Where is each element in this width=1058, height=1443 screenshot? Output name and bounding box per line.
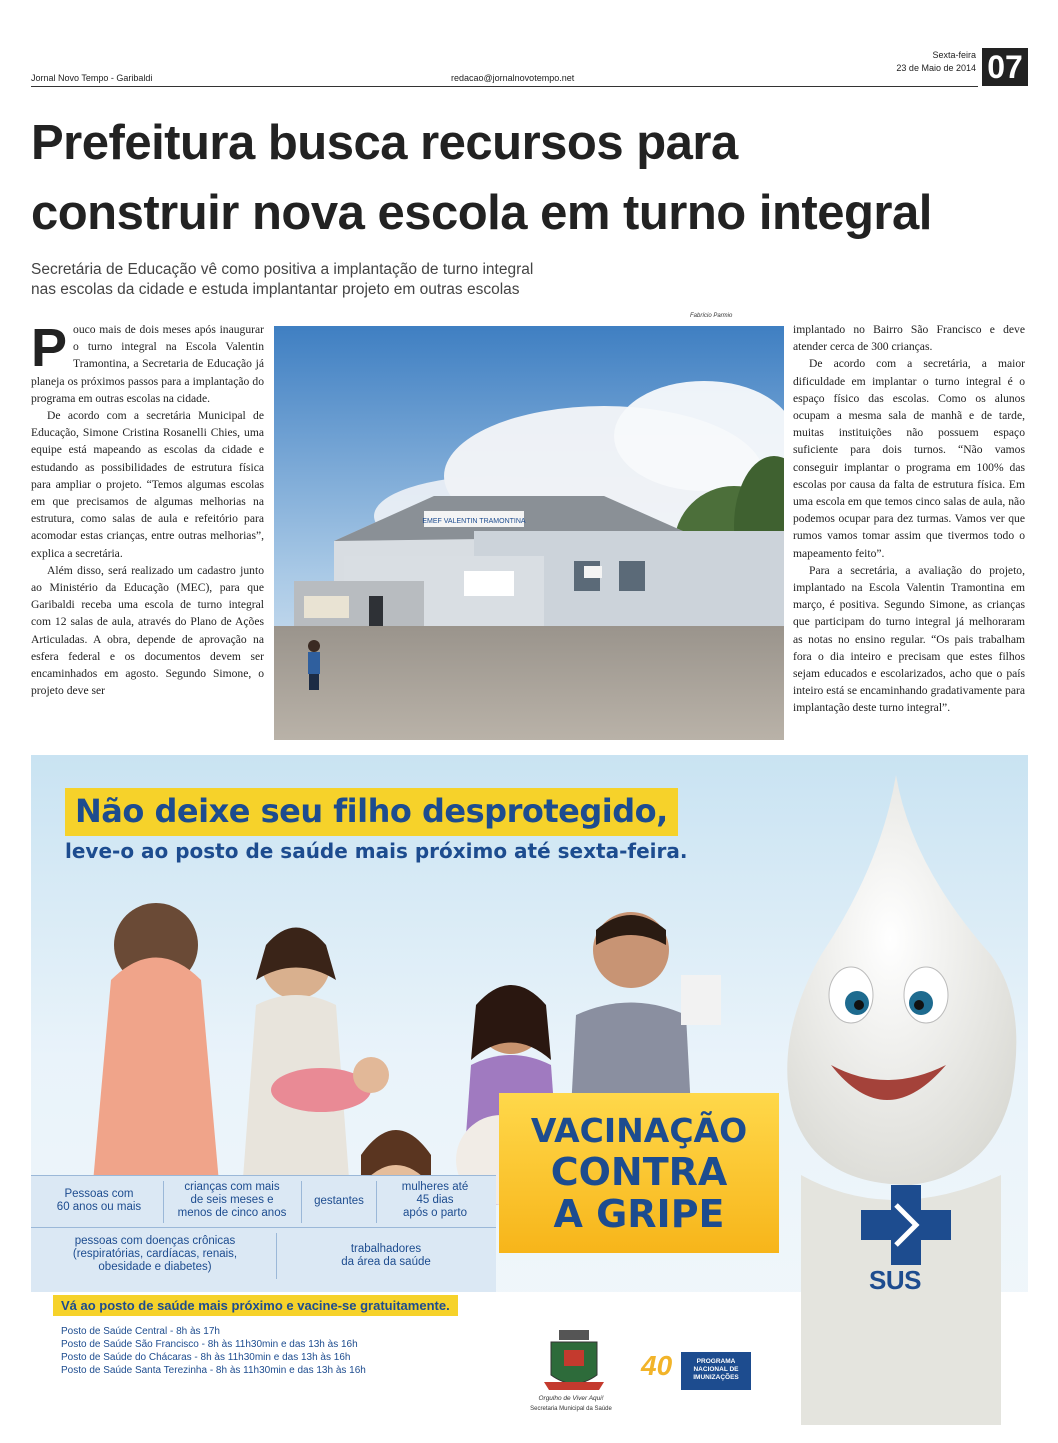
health-post-item: Posto de Saúde Central - 8h às 17h xyxy=(61,1326,220,1337)
group-chronic xyxy=(39,1235,271,1274)
health-post-item: Posto de Saúde do Chácaras - 8h às 11h30min e das 13h às 16h xyxy=(61,1352,351,1363)
header-rule xyxy=(31,86,978,87)
pni-label-line: NACIONAL DE xyxy=(693,1366,739,1373)
ad-subheadline: leve-o ao posto de saúde mais próximo até sexta-feira. xyxy=(65,839,688,863)
date-block xyxy=(896,50,976,75)
divider xyxy=(301,1181,302,1223)
pni-label xyxy=(681,1352,751,1390)
pni-label-line: PROGRAMA xyxy=(696,1358,736,1365)
group-elderly xyxy=(39,1188,159,1214)
page-header xyxy=(31,46,1028,90)
group-text: trabalhadores xyxy=(350,1243,422,1255)
ze-gotinha-mascot-icon xyxy=(761,755,1028,1425)
sus-label: SUS xyxy=(869,1265,921,1295)
group-text: após o parto xyxy=(403,1207,467,1219)
photo-sign: EMEF VALENTIN TRAMONTINA xyxy=(422,518,526,525)
group-text: da área da saúde xyxy=(341,1256,431,1268)
ad-call-to-action: Vá ao posto de saúde mais próximo e vacine-se gratuitamente. xyxy=(53,1295,458,1316)
gov-department: Secretaria Municipal da Saúde xyxy=(530,1406,612,1412)
article-column-right xyxy=(793,321,1025,717)
paragraph: Para a secretária, a avaliação do projeto, implantado na Escola Valentin Tramontina em março, é positiva. Segundo Simone, as crianças que participam do turno integral já melhoraram as notas no ensino regular. “Os pais trabalham fora o dia inteiro e precisam que estes filhos sejam educados e escolarizados, acho que o país inteiro está se encaminhando gradativamente para implantação deste turno integral”. xyxy=(793,563,1025,715)
health-post-item: Posto de Saúde Santa Terezinha - 8h às 11h30min e das 13h às 16h xyxy=(61,1365,366,1376)
paragraph: De acordo com a secretária, a maior dificuldade em implantar o turno integral é o espaço físico das escolas. Como os alunos ocupam a mesma sala de manhã e de tarde, muitas instituições não possuem espaço suficiente para dois turnos. “Não vamos conseguir implantar o programa em 100% das escolas por causa da falta de estrutura física. Em uma escola em que temos cinco salas de aula, não podemos ocupar para dez turmas. Vamos ver que rumos vamos tomar assim que tivermos todo o mapeamento feito”. xyxy=(793,357,1025,560)
group-text: gestantes xyxy=(314,1195,364,1207)
group-text: menos de cinco anos xyxy=(177,1207,287,1219)
subtitle-line-2: nas escolas da cidade e estuda implantantar projeto em outras escolas xyxy=(31,281,520,298)
article-column-left xyxy=(31,318,264,699)
group-text: 45 dias xyxy=(416,1194,454,1206)
photo-credit: Fabrício Parmio xyxy=(690,313,733,319)
divider xyxy=(163,1181,164,1223)
health-posts-list xyxy=(61,1325,366,1377)
paragraph: implantado no Bairro São Francisco e deve atender cerca de 300 crianças. xyxy=(793,323,1025,354)
campaign-title-line-3: A GRIPE xyxy=(553,1192,725,1236)
pni-label-line: IMUNIZAÇÕES xyxy=(693,1374,739,1381)
headline-line-2: construir nova escola em turno integral xyxy=(31,186,932,240)
group-postpartum xyxy=(379,1181,491,1220)
date: 23 de Maio de 2014 xyxy=(896,63,976,73)
group-text: obesidade e diabetes) xyxy=(98,1261,212,1273)
divider xyxy=(31,1175,496,1176)
group-text: mulheres até xyxy=(401,1181,469,1193)
campaign-title-line-2: CONTRA xyxy=(550,1150,728,1194)
group-text: pessoas com doenças crônicas xyxy=(74,1235,236,1247)
pni-years: 40 xyxy=(641,1350,673,1381)
health-post-item: Posto de Saúde São Francisco - 8h às 11h30min e das 13h às 16h xyxy=(61,1339,358,1350)
vaccination-campaign-box xyxy=(499,1093,779,1253)
group-text: de seis meses e xyxy=(190,1194,274,1206)
headline-line-1: Prefeitura busca recursos para xyxy=(31,116,738,170)
pni-logo xyxy=(641,1350,771,1395)
subtitle xyxy=(31,260,631,300)
weekday: Sexta-feira xyxy=(932,50,976,60)
ad-headline: Não deixe seu filho desprotegido, xyxy=(65,788,678,836)
divider xyxy=(276,1233,277,1279)
group-text: 60 anos ou mais xyxy=(56,1201,142,1213)
subtitle-line-1: Secretária de Educação vê como positiva a implantação de turno integral xyxy=(31,261,534,278)
school-photo-illustration xyxy=(274,326,784,740)
group-children xyxy=(167,1181,297,1220)
group-pregnant xyxy=(303,1195,375,1208)
vaccination-ad xyxy=(31,755,1028,1425)
page-number: 07 xyxy=(982,48,1028,86)
gov-slogan: Orgulho de Viver Aqui! xyxy=(538,1395,604,1402)
school-photo xyxy=(274,326,784,740)
paper-city: Jornal Novo Tempo - Garibaldi xyxy=(31,73,153,83)
group-text: Pessoas com xyxy=(64,1188,134,1200)
campaign-title xyxy=(499,1111,779,1235)
paragraph: ouco mais de dois meses após inaugurar o turno integral na Escola Valentin Tramontina, a Secretaria de Educação já planeja os próximos passos para a implantação do programa em outras escolas na cidade. xyxy=(31,323,264,405)
group-text: crianças com mais xyxy=(184,1181,280,1193)
dropcap: P xyxy=(31,318,68,378)
email-link[interactable]: redacao@jornalnovotempo.net xyxy=(451,73,575,83)
group-text: (respiratórias, cardíacas, renais, xyxy=(72,1248,238,1260)
headline xyxy=(31,108,1011,248)
paragraph: Além disso, será realizado um cadastro junto ao Ministério da Educação (MEC), para que Garibaldi receba uma escola de turno integral com 12 salas de aula, através do Plano de Ações Articuladas. A obra, depende de aprovação na esfera federal e os documentos devem ser encaminhados em agosto. Segundo Simone, o projeto deve ser xyxy=(31,563,264,698)
divider xyxy=(31,1227,496,1228)
sus-cross-icon xyxy=(861,1185,951,1265)
campaign-title-line-1: VACINAÇÃO xyxy=(530,1111,748,1150)
paragraph: De acordo com a secretária Municipal de Educação, Simone Cristina Rosanelli Chies, uma equipe está mapeando as escolas da cidade e estudando as possibilidades de estrutura física para ampliar o projeto. “Temos algumas escolas em que precisamos de algumas melhorias na estrutura, como salas de aula e refeitório para acomodar estas crianças, entre outras melhorias”, explica a secretária. xyxy=(31,409,264,560)
group-health-workers xyxy=(281,1243,491,1269)
divider xyxy=(376,1181,377,1223)
